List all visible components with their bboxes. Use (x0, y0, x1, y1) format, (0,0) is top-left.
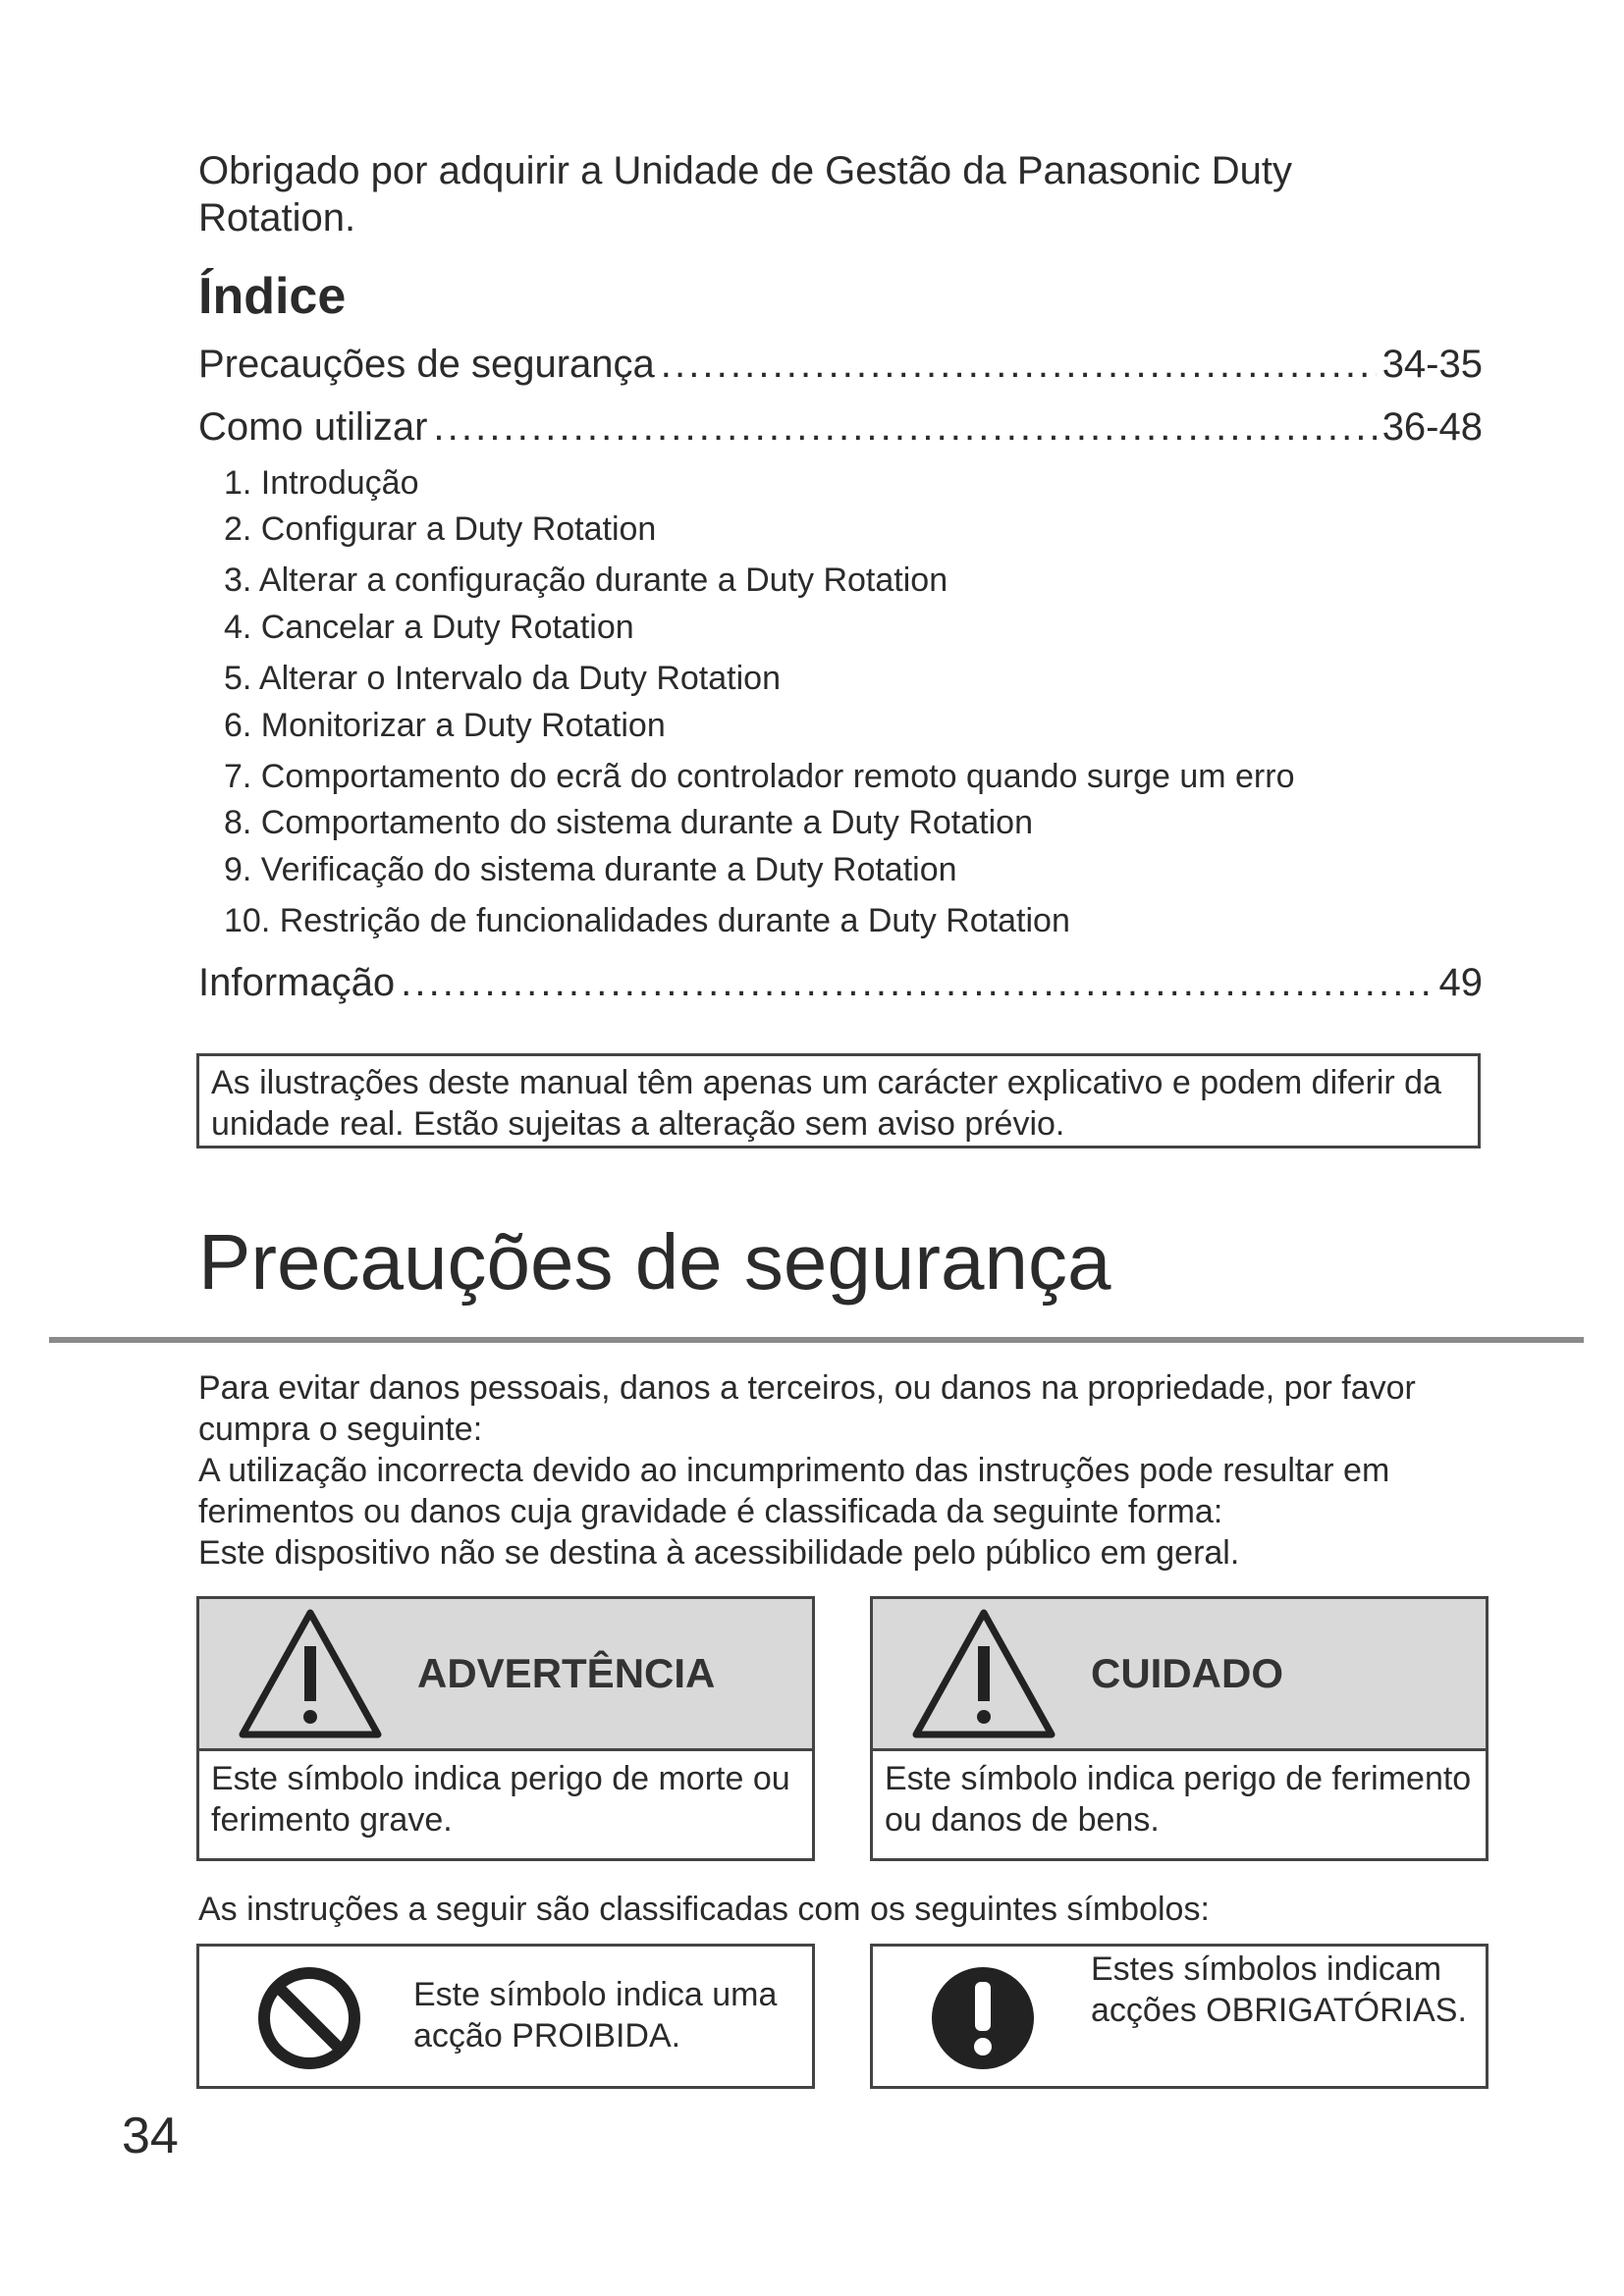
paragraph-line: Este dispositivo não se destina à acessibilidade pelo público em geral. (198, 1534, 1240, 1572)
toc-entry-safety[interactable] (198, 340, 1483, 389)
toc-subitem[interactable]: 5. Alterar o Intervalo da Duty Rotation (224, 660, 781, 697)
caution-box (870, 1596, 1489, 1861)
toc-subitem[interactable]: 9. Verificação do sistema durante a Duty Rotation (224, 851, 957, 888)
toc-entry-pages: 36-48 (1381, 405, 1483, 449)
mandatory-description: Estes símbolos indicam acções OBRIGATÓRIAS. (1091, 1950, 1467, 2029)
toc-leader-dots (433, 402, 1376, 452)
toc-subitem[interactable]: 2. Configurar a Duty Rotation (224, 510, 657, 548)
toc-subitem[interactable]: 6. Monitorizar a Duty Rotation (224, 707, 666, 744)
caution-triangle-icon (910, 1607, 1057, 1740)
mandatory-box (870, 1944, 1489, 2089)
warning-triangle-icon (237, 1607, 384, 1740)
paragraph-line: Para evitar danos pessoais, danos a terceiros, ou danos na propriedade, por favor cumpra o seguinte: (198, 1369, 1416, 1448)
safety-intro-paragraph (198, 1367, 1475, 1574)
warning-header (199, 1599, 812, 1751)
toc-entry-usage[interactable] (198, 402, 1483, 452)
symbols-intro: As instruções a seguir são classificadas com os seguintes símbolos: (198, 1891, 1210, 1928)
caution-description: Este símbolo indica perigo de ferimento ou danos de bens. (885, 1760, 1472, 1839)
toc-subitem[interactable]: 7. Comportamento do ecrã do controlador remoto quando surge um erro (224, 758, 1295, 795)
prohibited-box (196, 1944, 815, 2089)
toc-entry-pages: 34-35 (1381, 343, 1483, 386)
page-number: 34 (122, 2108, 179, 2164)
toc-entry-info[interactable] (198, 958, 1483, 1007)
toc-subitem[interactable]: 3. Alterar a configuração durante a Duty Rotation (224, 561, 948, 599)
toc-subitem[interactable]: 10. Restrição de funcionalidades durante a Duty Rotation (224, 902, 1070, 939)
index-title: Índice (198, 268, 347, 325)
prohibited-icon (250, 1964, 368, 2072)
toc-entry-label: Como utilizar (198, 405, 428, 449)
toc-subitem[interactable]: 8. Comportamento do sistema durante a Duty Rotation (224, 804, 1033, 841)
paragraph-line: A utilização incorrecta devido ao incumprimento das instruções pode resultar em ferimentos ou danos cuja gravidade é classificada da seguinte forma: (198, 1452, 1390, 1530)
toc-entry-label: Precauções de segurança (198, 343, 655, 386)
toc-subitem[interactable]: 1. Introdução (224, 464, 419, 502)
warning-description: Este símbolo indica perigo de morte ou ferimento grave. (211, 1760, 790, 1839)
warning-box (196, 1596, 815, 1861)
toc-leader-dots (401, 958, 1433, 1007)
caution-label: CUIDADO (1091, 1650, 1283, 1696)
disclaimer-box: As ilustrações deste manual têm apenas um carácter explicativo e podem diferir da unidade real. Estão sujeitas a alteração sem aviso prévio. (196, 1053, 1481, 1148)
toc-entry-pages: 49 (1438, 961, 1483, 1004)
section-divider (49, 1337, 1584, 1343)
warning-label: ADVERTÊNCIA (417, 1650, 716, 1696)
mandatory-exclamation-icon (924, 1964, 1042, 2072)
prohibited-description: Este símbolo indica uma acção PROIBIDA. (413, 1976, 778, 2055)
toc-subitem[interactable]: 4. Cancelar a Duty Rotation (224, 609, 634, 646)
intro-text: Obrigado por adquirir a Unidade de Gestão da Panasonic Duty Rotation. (198, 149, 1293, 240)
toc-entry-label: Informação (198, 961, 396, 1004)
caution-header (873, 1599, 1486, 1751)
section-title: Precauções de segurança (198, 1218, 1111, 1306)
toc-leader-dots (661, 340, 1377, 389)
